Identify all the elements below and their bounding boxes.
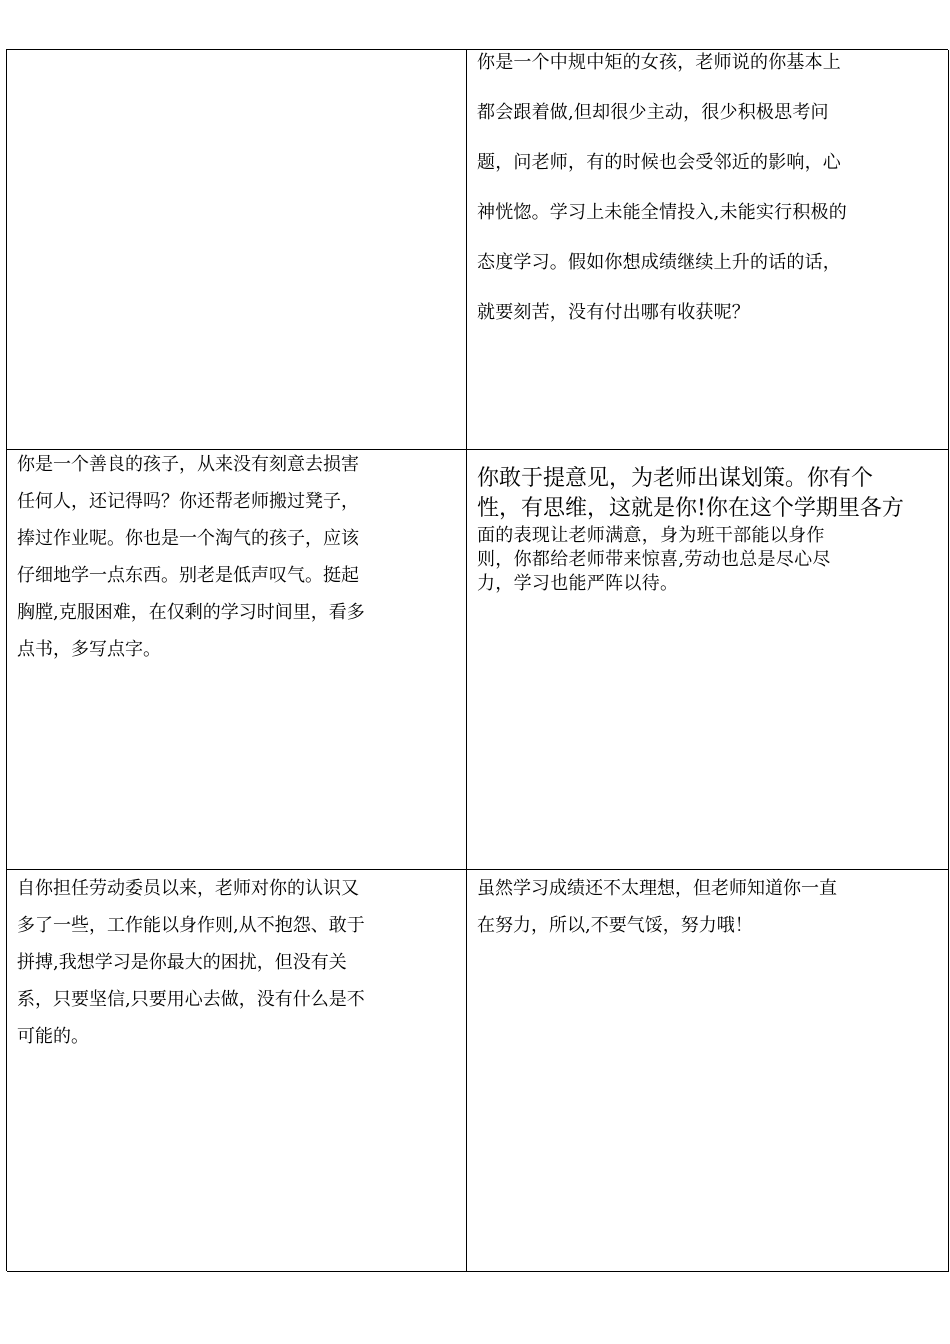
comment-cell-2-left [7,450,467,870]
comment-text: 虽然学习成绩还不太理想，但老师知道你一直 在努力，所以,不要气馁，努力哦！ [477,878,837,936]
comment-cell-3-right [467,870,949,1272]
comment-text-small: 面的表现让老师满意，身为班干部能以身作 则，你都给老师带来惊喜,劳动也总是尽心尽 力，学习也能严阵以待。 [477,525,831,594]
comment-cell-3-left [7,870,467,1272]
comment-text: 你是一个善良的孩子，从来没有刻意去损害 任何人，还记得吗？你还帮老师搬过凳子， 捧过作业呢。你也是一个淘气的孩子，应该 仔细地学一点东西。别老是低声叹气。挺起 胸膛,克服困难，在仅剩的学习时间里，看多 点书，多写点字。 [17,454,365,660]
comment-text: 你是一个中规中矩的女孩，老师说的你基本上 都会跟着做,但却很少主动，很少积极思考问 题，问老师，有的时候也会受邻近的影响，心 神恍惚。学习上未能全情投入,未能实行积极的 态度学习。假如你想成绩继续上升的话的话， 就要刻苦，没有付出哪有收获呢？ [477,52,847,323]
comments-table [6,49,948,1271]
comment-text: 自你担任劳动委员以来，老师对你的认识又 多了一些，工作能以身作则,从不抱怨、敢于 拼搏,我想学习是你最大的困扰，但没有关 系，只要坚信,只要用心去做，没有什么是不 可能的。 [17,878,365,1047]
comment-cell-1-left [7,50,467,450]
comment-cell-1-right [467,50,949,450]
comment-cell-2-right [467,450,949,870]
comment-text-large: 你敢于提意见，为老师出谋划策。你有个 性，有思维，这就是你!你在这个学期里各方 [477,466,904,521]
